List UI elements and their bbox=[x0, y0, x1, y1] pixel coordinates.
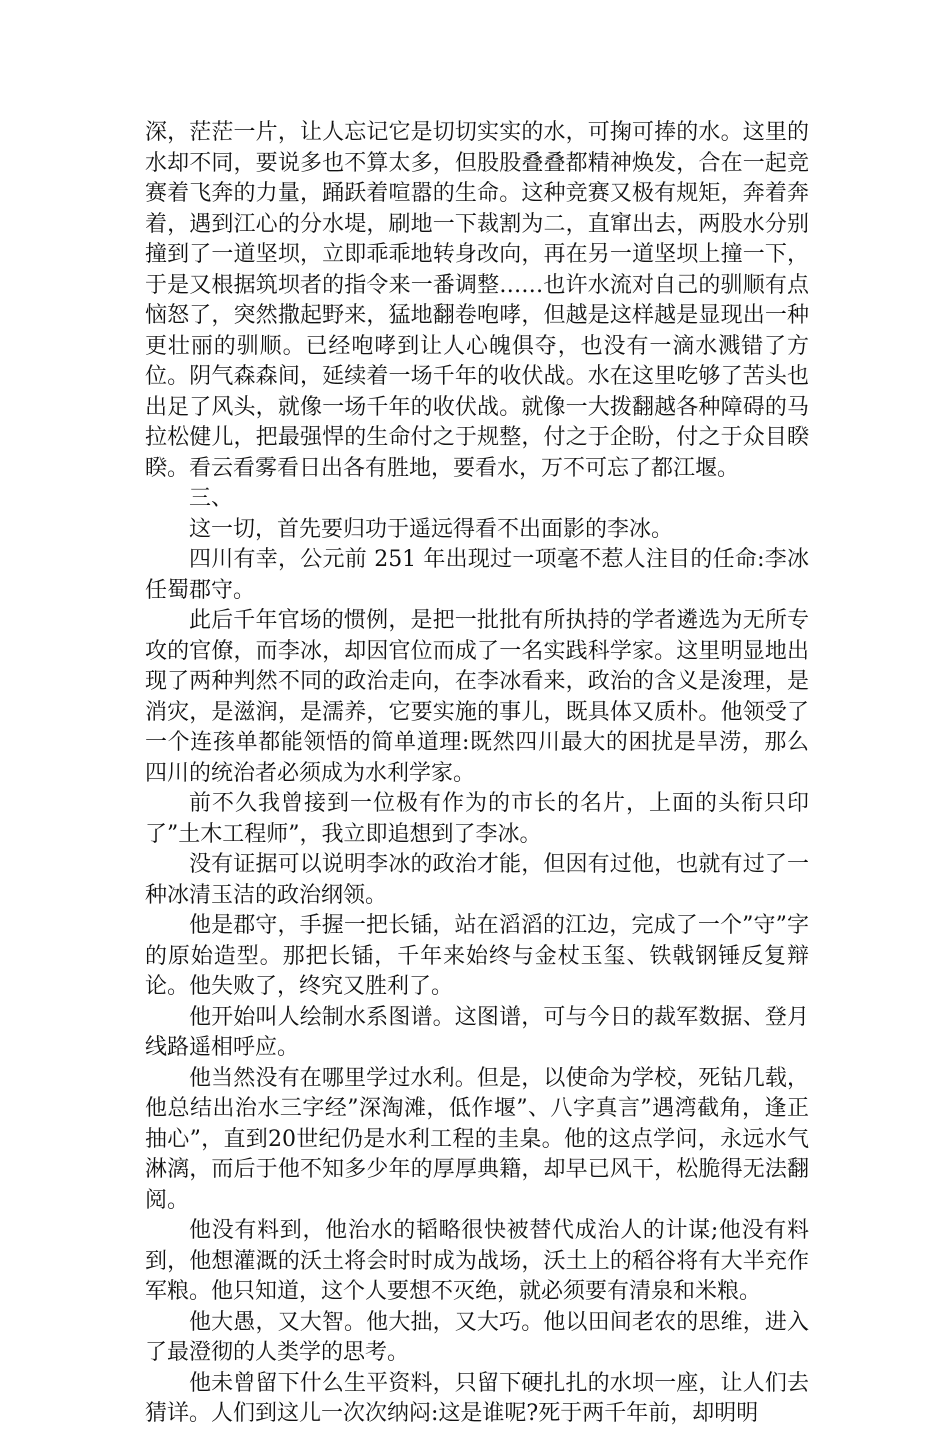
section-heading: 三、 bbox=[189, 486, 234, 511]
paragraph-1: 深，茫茫一片，让人忘记它是切切实实的水，可掬可捧的水。这里的水却不同，要说多也不算太多，但股股叠叠都精神焕发，合在一起竞赛着飞奔的力量，踊跃着喧嚣的生命。这种竞赛又极有规矩，奔着奔着，遇到江心的分水堤，刷地一下裁割为二，直窜出去，两股水分别撞到了一道坚坝，立即乖乖地转身改向，再在另一道坚坝上撞一下，于是又根据筑坝者的指令来一番调整……也许水流对自己的驯顺有点恼怒了，突然撒起野来，猛地翻卷咆哮，但越是这样越是显现出一种更壮丽的驯顺。已经咆哮到让人心魄俱夺，也没有一滴水溅错了方位。阴气森森间，延续着一场千年的收伏战。水在这里吃够了苦头也出足了风头，就像一场千年的收伏战。就像一大拨翻越各种障碍的马拉松健儿，把最强悍的生命付之于规整，付之于企盼，付之于众目睽睽。看云看雾看日出各有胜地，要看水，万不可忘了都江堰。 bbox=[145, 120, 809, 481]
paragraph-2: 这一切，首先要归功于遥远得看不出面影的李冰。 bbox=[189, 516, 674, 542]
paragraph-4: 此后千年官场的惯例，是把一批批有所执持的学者遴选为无所专攻的官僚，而李冰，却因官位而成了一名实践科学家。这里明显地出现了两种判然不同的政治走向，在李冰看来，政治的含义是浚理，是消灾，是滋润，是濡养，它要实施的事儿，既具体又质朴。他领受了一个连孩单都能领悟的简单道理:既然四川最大的困扰是旱涝，那么四川的统治者必须成为水利学家。 bbox=[145, 608, 809, 786]
paragraph-12: 他未曾留下什么生平资料，只留下硬扎扎的水坝一座，让人们去猜详。人们到这儿一次次纳闷:这是谁呢?死于两千年前，却明明 bbox=[145, 1370, 809, 1426]
paragraph-3: 四川有幸，公元前 251 年出现过一项毫不惹人注目的任命:李冰任蜀郡守。 bbox=[145, 547, 809, 603]
paragraph-5: 前不久我曾接到一位极有作为的市长的名片，上面的头衔只印了”土木工程师”，我立即追想到了李冰。 bbox=[145, 791, 809, 847]
paragraph-9: 他当然没有在哪里学过水利。但是，以使命为学校，死钻几载，他总结出治水三字经”深淘滩，低作堰”、八字真言”遇湾截角，逢正抽心”，直到20世纪仍是水利工程的圭臬。他的这点学问，永远水气淋漓，而后于他不知多少年的厚厚典籍，却早已风干，松脆得无法翻阅。 bbox=[145, 1065, 809, 1213]
document-page bbox=[145, 118, 809, 1430]
paragraph-7: 他是郡守，手握一把长锸，站在滔滔的江边，完成了一个”守”字的原始造型。那把长锸，千年来始终与金杖玉玺、铁戟钢锤反复辩论。他失败了，终究又胜利了。 bbox=[145, 913, 809, 999]
paragraph-11: 他大愚，又大智。他大拙，又大巧。他以田间老农的思维，进入了最澄彻的人类学的思考。 bbox=[145, 1309, 809, 1365]
paragraph-8: 他开始叫人绘制水系图谱。这图谱，可与今日的裁军数据、登月线路遥相呼应。 bbox=[145, 1004, 809, 1060]
paragraph-6: 没有证据可以说明李冰的政治才能，但因有过他，也就有过了一种冰清玉洁的政治纲领。 bbox=[145, 852, 809, 908]
paragraph-10: 他没有料到，他治水的韬略很快被替代成治人的计谋;他没有料到，他想灌溉的沃土将会时时成为战场，沃土上的稻谷将有大半充作军粮。他只知道，这个人要想不灭绝，就必须要有清泉和米粮。 bbox=[145, 1218, 809, 1304]
